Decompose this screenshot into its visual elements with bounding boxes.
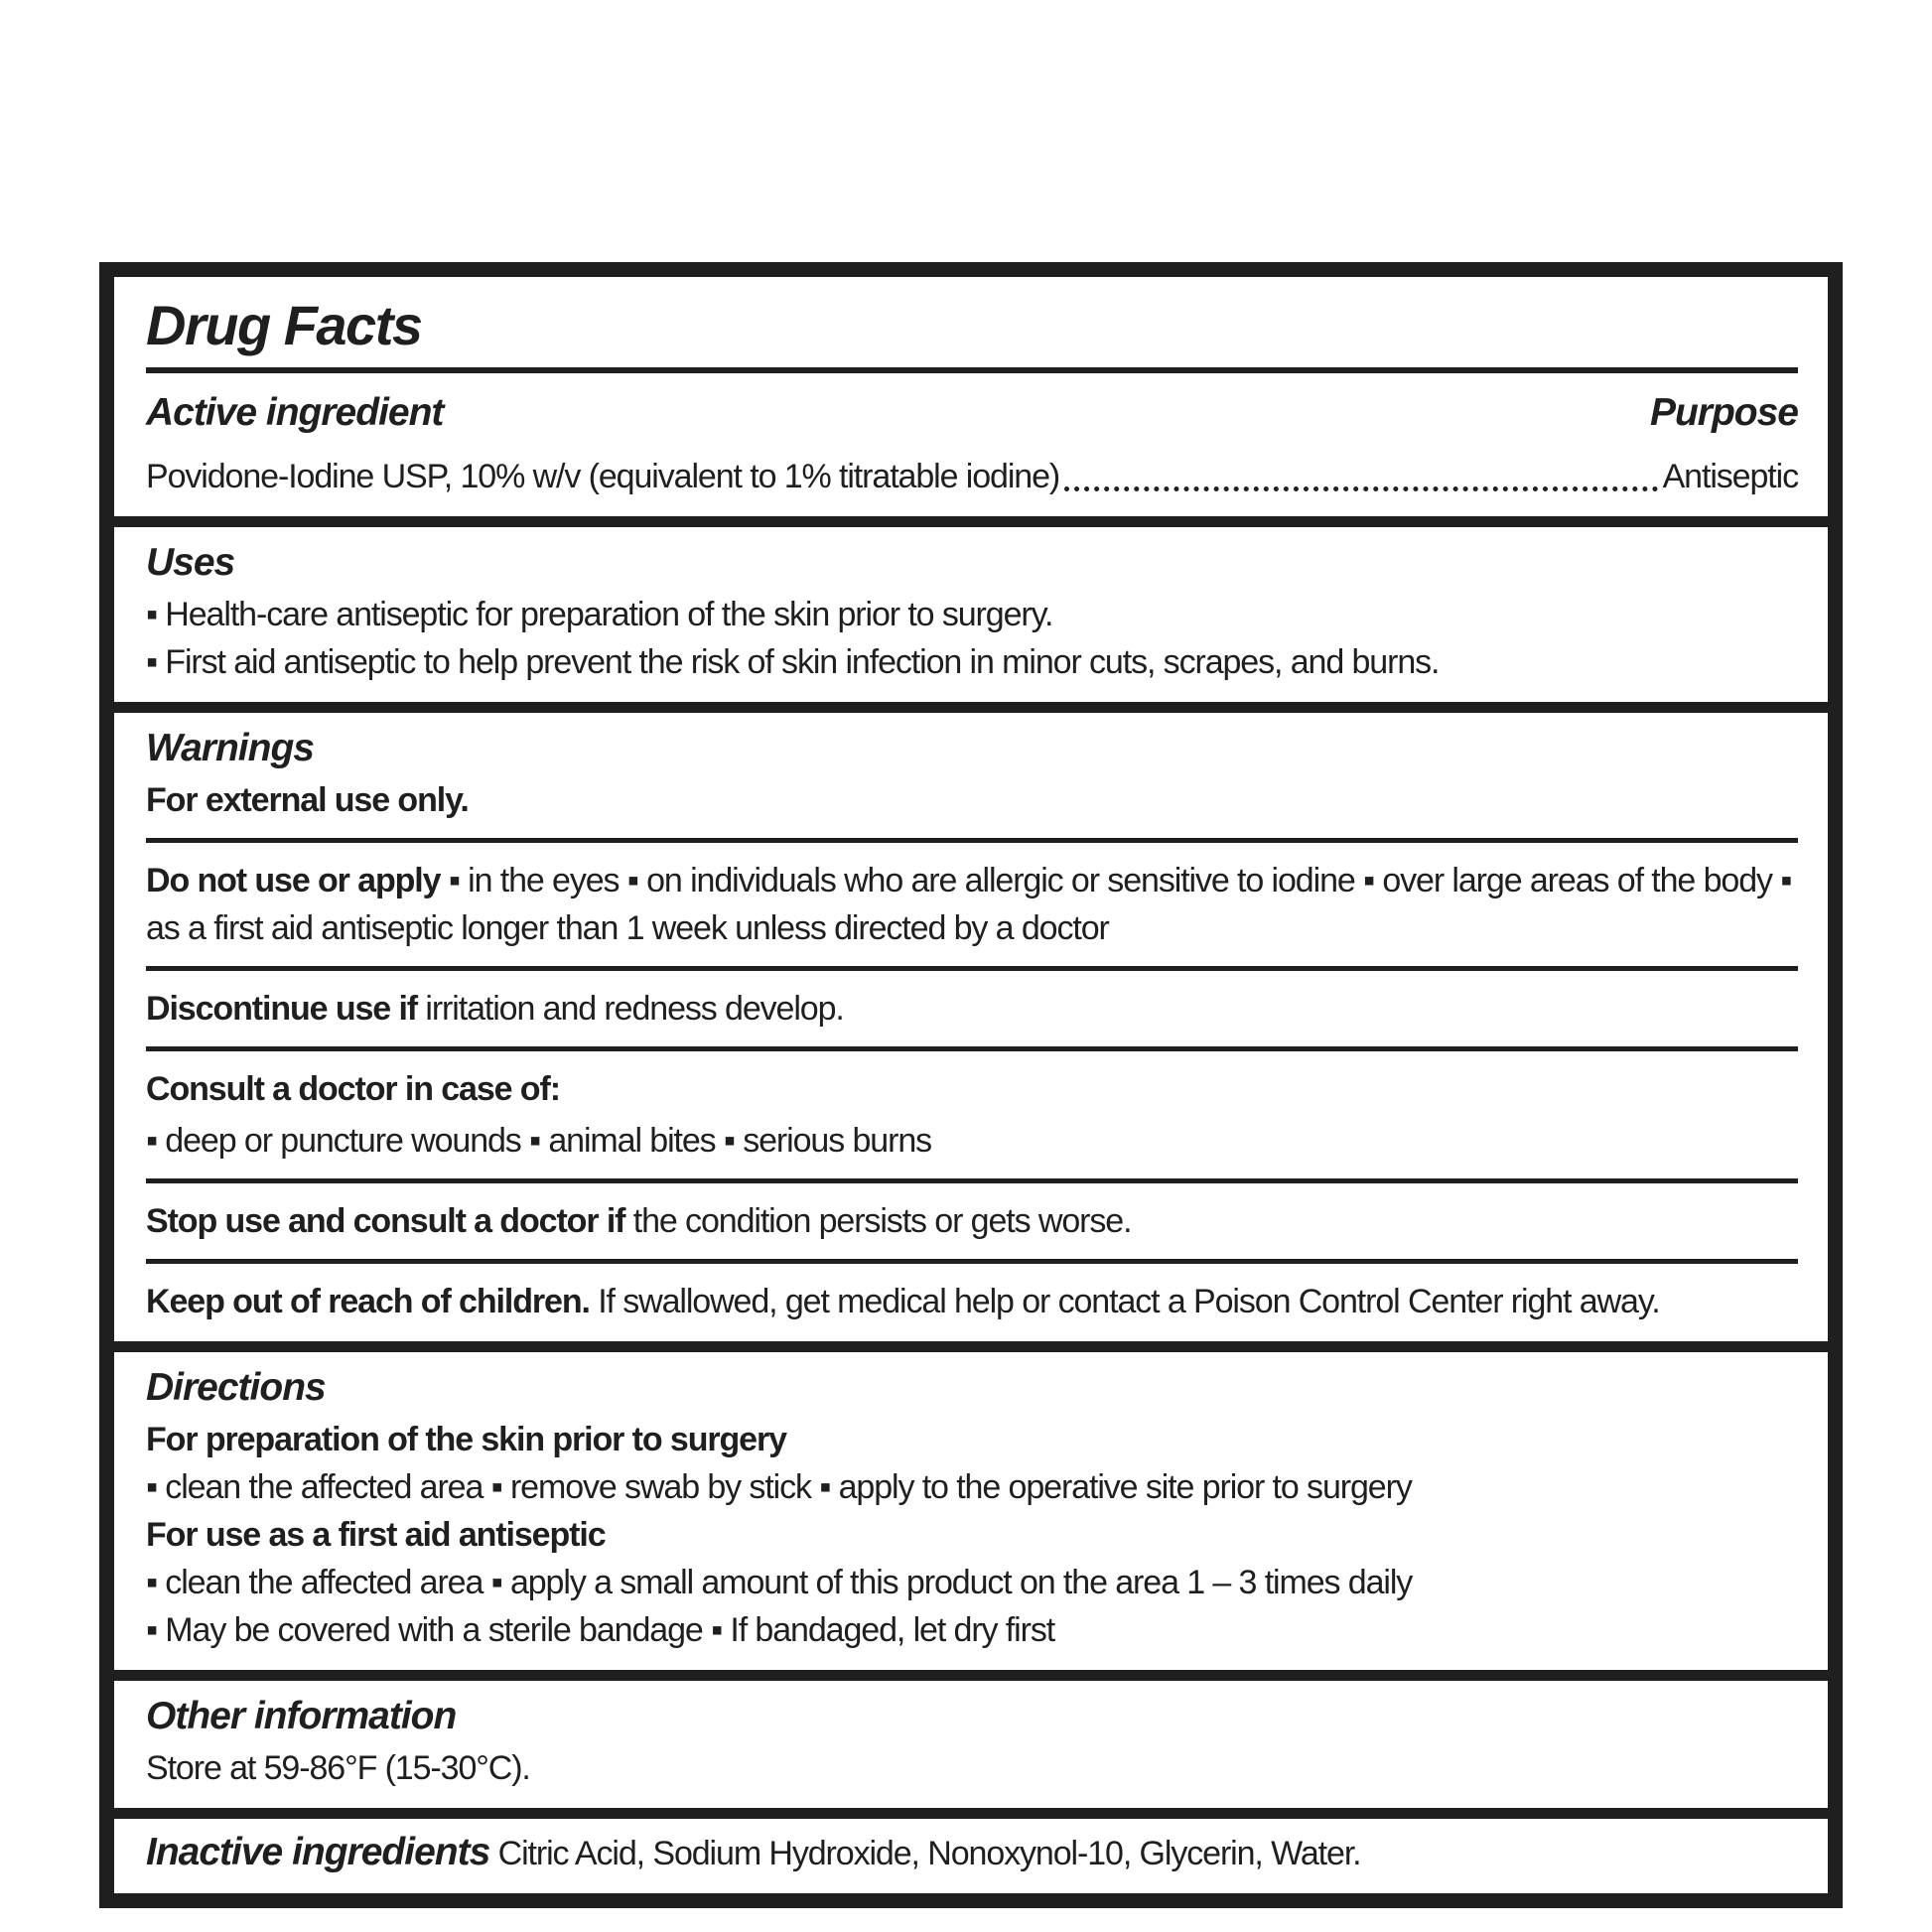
first-aid-steps: ▪ May be covered with a sterile bandage ▪ If bandaged, let dry first [146, 1611, 1055, 1649]
warnings-hairline [146, 838, 1798, 843]
active-ingredient-heading-row [146, 387, 1798, 441]
do-not-use-lead: Do not use or apply [146, 862, 441, 899]
consult-doctor-items: ▪ deep or puncture wounds ▪ animal bites ▪ serious burns [146, 1122, 932, 1160]
warnings-hairline [146, 966, 1798, 971]
inactive-ingredients-heading: Inactive ingredients [146, 1831, 490, 1873]
warnings-hairline [146, 1178, 1798, 1183]
uses-heading: Uses [146, 541, 235, 584]
uses-item: ▪ Health-care antiseptic for preparation of the skin prior to surgery. [146, 596, 1053, 633]
do-not-use-rest: ▪ in the eyes ▪ on individuals who are allergic or sensitive to iodine ▪ over large areas of the body ▪ as a first aid antiseptic longer than 1 week unless directed by a doctor [146, 862, 1792, 947]
stop-use-rest: the condition persists or gets worse. [624, 1202, 1132, 1240]
directions-heading: Directions [146, 1366, 326, 1409]
uses-item: ▪ First aid antiseptic to help prevent the risk of skin infection in minor cuts, scrapes, and burns. [146, 643, 1440, 681]
storage-statement: Store at 59-86°F (15-30°C). [146, 1749, 530, 1787]
section-warnings [114, 713, 1828, 1341]
inactive-ingredients-paragraph [146, 1829, 1798, 1877]
drug-facts-title: Drug Facts [146, 294, 422, 356]
section-divider [114, 1341, 1828, 1352]
section-divider [114, 516, 1828, 527]
stop-use-paragraph [146, 1197, 1798, 1245]
section-divider [114, 702, 1828, 713]
keep-out-lead: Keep out of reach of children. [146, 1283, 590, 1320]
ingredient-name: Povidone-Iodine USP, 10% w/v (equivalent to 1% titratable iodine) [146, 458, 1060, 495]
section-uses [114, 527, 1828, 702]
surgery-subheading: For preparation of the skin prior to surgery [146, 1421, 786, 1458]
first-aid-steps: ▪ clean the affected area ▪ apply a small amount of this product on the area 1 – 3 times daily [146, 1564, 1413, 1601]
drug-facts-label [99, 262, 1843, 1908]
purpose-value: Antiseptic [1662, 458, 1798, 495]
section-directions [114, 1352, 1828, 1670]
section-divider [114, 1670, 1828, 1681]
active-ingredient-heading: Active ingredient [146, 391, 444, 434]
external-use-statement: For external use only. [146, 781, 469, 819]
purpose-heading: Purpose [1649, 391, 1798, 434]
inactive-ingredients-list: Citric Acid, Sodium Hydroxide, Nonoxynol-10, Glycerin, Water. [489, 1835, 1361, 1872]
discontinue-rest: irritation and redness develop. [417, 990, 844, 1028]
keep-out-rest: If swallowed, get medical help or contact a Poison Control Center right away. [589, 1283, 1660, 1320]
dotted-leader [1064, 486, 1657, 491]
discontinue-paragraph [146, 985, 1798, 1033]
consult-doctor-lead: Consult a doctor in case of: [146, 1070, 560, 1108]
stop-use-lead: Stop use and consult a doctor if [146, 1202, 625, 1240]
warnings-hairline [146, 1259, 1798, 1264]
title-rule [146, 367, 1798, 373]
do-not-use-paragraph [146, 857, 1798, 952]
section-active-ingredient [114, 277, 1828, 516]
warnings-hairline [146, 1046, 1798, 1051]
section-inactive-ingredients [114, 1819, 1828, 1893]
keep-out-paragraph [146, 1278, 1798, 1325]
section-divider [114, 1808, 1828, 1819]
surgery-steps: ▪ clean the affected area ▪ remove swab by stick ▪ apply to the operative site prior to surgery [146, 1468, 1412, 1506]
section-other-information [114, 1681, 1828, 1808]
discontinue-lead: Discontinue use if [146, 990, 418, 1028]
ingredient-row [146, 453, 1798, 500]
first-aid-subheading: For use as a first aid antiseptic [146, 1516, 606, 1554]
warnings-heading: Warnings [146, 727, 314, 769]
other-information-heading: Other information [146, 1695, 457, 1737]
